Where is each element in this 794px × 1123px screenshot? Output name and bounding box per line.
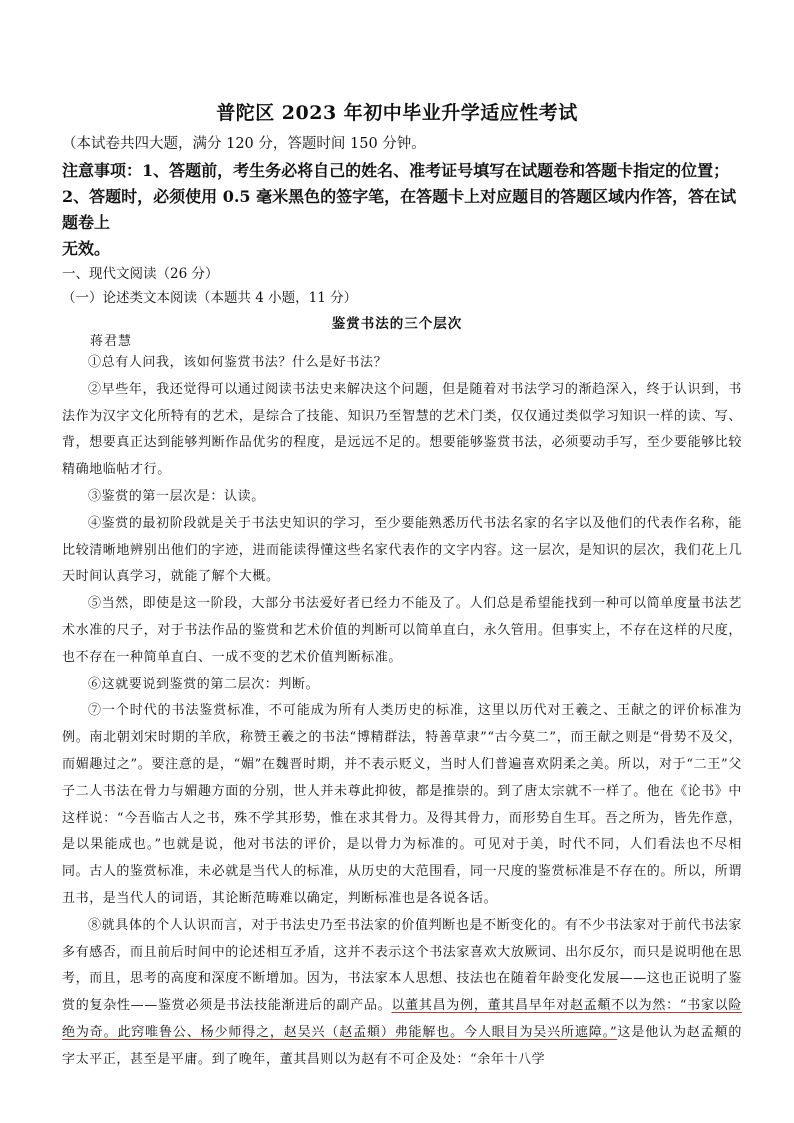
paragraph-3: ③鉴赏的第一层次是：认读。 (88, 488, 265, 504)
article-author: 蒋君慧 (90, 334, 133, 349)
paragraph-5: ⑤当然，即使是这一阶段，大部分书法爱好者已经力不能及了。人们总是希望能找到一种可以简单度量书法艺术水准的尺子，对于书法作品的鉴赏和艺术价值的判断可以简单直白，永久管用。但事实上，不存在这样的尺度，也不存在一种简单直白、一成不变的艺术价值判断标准。 (62, 596, 743, 665)
notice-line-2: 2、答题时，必须使用 0.5 毫米黑色的签字笔，在答题卡上对应题目的答题区域内作答，答在试 (62, 187, 737, 206)
notice-line-3: 题卷上 (62, 213, 111, 232)
article-title: 鉴赏书法的三个层次 (331, 316, 463, 332)
subsection-heading: （一）论述类文本阅读（本题共 4 小题，11 分） (62, 290, 358, 306)
paragraph-8-part-a: ⑧就具体的个人认识而言，对于书法史乃至书法家的价值判断也是不断变化的。有不少书法家对于前代书法家多有感否，而且前后时间中的论述相互矛盾，这并不表示这个书法家喜欢大放厥词、出尔反尔，而只是说明他在思考，而且，思考的高度和深度不断增加。因为，书法家本人思想、技法也在随着年龄变化发展——这也正说明了鉴赏的复杂性——鉴赏必须是书法技能渐进后的副产品。 (62, 917, 743, 1014)
paragraph-7: ⑦一个时代的书法鉴赏标准，不可能成为所有人类历史的标准，这里以历代对王羲之、王献之的评价标准为例。南北朝刘宋时期的羊欣，称赞王羲之的书法“博精群法，特善草隶”“古今莫二”，而王献之则是“骨势不及父，而媚趣过之”。要注意的是，“媚”在魏晋时期，并不表示贬义，当时人们普遍喜欢阴柔之美。所以，对于“二王”父子二人书法在骨力与媚趣方面的分别，世人并未尊此抑彼，都是推崇的。到了唐太宗就不一样了。他在《论书》中这样说：“今吾临古人之书，殊不学其形势，惟在求其骨力。及得其骨力，而形势自生耳。吾之所为，皆先作意，是以果能成也。”也就是说，他对书法的评价，是以骨力为标准的。可见对于美，时代不同，人们看法也不尽相同。古人的鉴赏标准，未必就是当代人的标准，从历史的大范围看，同一尺度的鉴赏标准是不存在的。所以，所谓丑书，是当代人的词语，其论断范畴难以确定，判断标准也是各说各话。 (62, 703, 743, 906)
exam-title: 普陀区 2023 年初中毕业升学适应性考试 (216, 102, 578, 124)
paragraph-8 (62, 913, 742, 1074)
notice-line-1: 注意事项：1、答题前，考生务必将自己的姓名、准考证号填写在试题卷和答题卡指定的位置； (62, 161, 730, 180)
exam-info: （本试卷共四大题，满分 120 分，答题时间 150 分钟。 (62, 136, 426, 152)
paragraph-8-part-c: 这是他认为赵孟頫的字太平正，甚至是平庸。到了晚年，董其昌则以为赵有不可企及处：“余年十八学 (62, 1024, 742, 1067)
paragraph-4: ④鉴赏的最初阶段就是关于书法史知识的学习，至少要能熟悉历代书法名家的名字以及他们的代表作名称，能比较清晰地辨别出他们的字迹，进而能读得懂这些名家代表作的文字内容。这一层次，是知识的层次，我们花上几天时间认真学习，就能了解个大概。 (62, 515, 743, 585)
paragraph-2: ②早些年，我还觉得可以通过阅读书法史来解决这个问题，但是随着对书法学习的渐趋深入，终于认识到，书法作为汉字文化所特有的艺术，是综合了技能、知识乃至智慧的艺术门类，仅仅通过类似学习知识一样的读、写、背，想要真正达到能够判断作品优劣的程度，是远远不足的。想要能够鉴赏书法，必须要动手写，至少要能够比较精确地临帖才行。 (62, 381, 743, 478)
underlined-quotation: 以董其昌为例，董其昌早年对赵孟頫不以为然：“书家以险绝为奇。此窍唯鲁公、杨少师得之，赵吴兴（赵孟頫）弗能解也。今人眼目为吴兴所遮障。” (62, 998, 743, 1040)
notice-line-4: 无效。 (62, 239, 111, 258)
article-body (62, 350, 742, 1074)
paragraph-1: ①总有人问我，该如何鉴赏书法？什么是好书法？ (88, 355, 388, 370)
paragraph-6: ⑥这就要说到鉴赏的第二层次：判断。 (88, 676, 320, 692)
section-heading: 一、现代文阅读（26 分） (62, 266, 219, 282)
